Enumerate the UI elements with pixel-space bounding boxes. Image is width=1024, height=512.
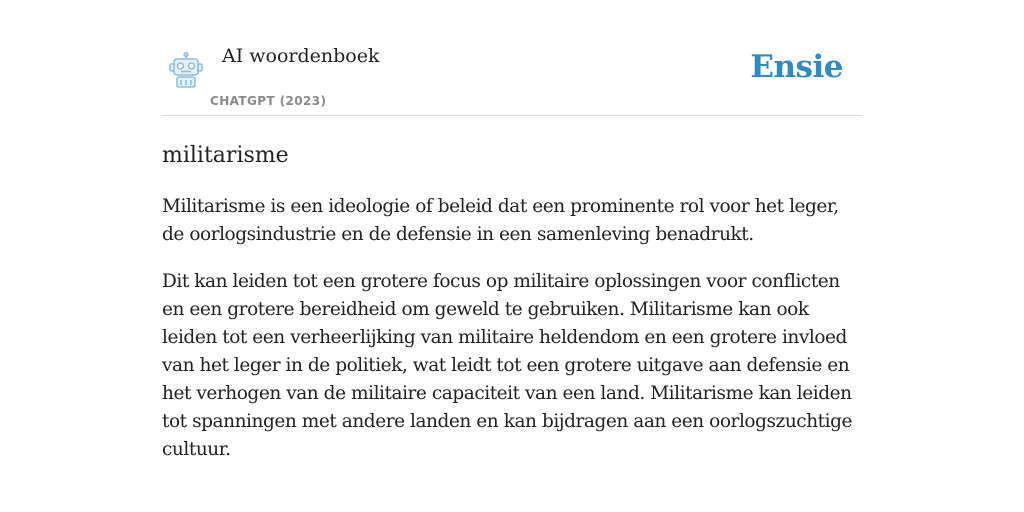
brand-logo[interactable]: Ensie [750,49,843,85]
definition-paragraph: Militarisme is een ideologie of beleid dat een prominente rol voor het leger, de oorlogsindustrie en de defensie in een samenleving benadrukt. [162,196,839,245]
robot-icon [166,52,206,90]
source-meta: CHATGPT (2023) [210,94,327,108]
source-header [162,0,862,116]
entry-title: militarisme [162,143,289,168]
source-name[interactable]: AI woordenboek [222,45,380,67]
definition-body [162,193,862,464]
page [162,0,862,464]
definition-paragraph: Dit kan leiden tot een grotere focus op militaire oplossingen voor conflicten en een grotere bereidheid om geweld te gebruiken. Militarisme kan ook leiden tot een verheerlijking van militaire heldendom en een grotere invloed van het leger in de politiek, wat leidt tot een grotere uitgave aan defensie en het verhogen van de militaire capaciteit van een land. Militarisme kan leiden tot spanningen met andere landen en kan bijdragen aan een oorlogszuchtige cultuur. [162,271,853,460]
